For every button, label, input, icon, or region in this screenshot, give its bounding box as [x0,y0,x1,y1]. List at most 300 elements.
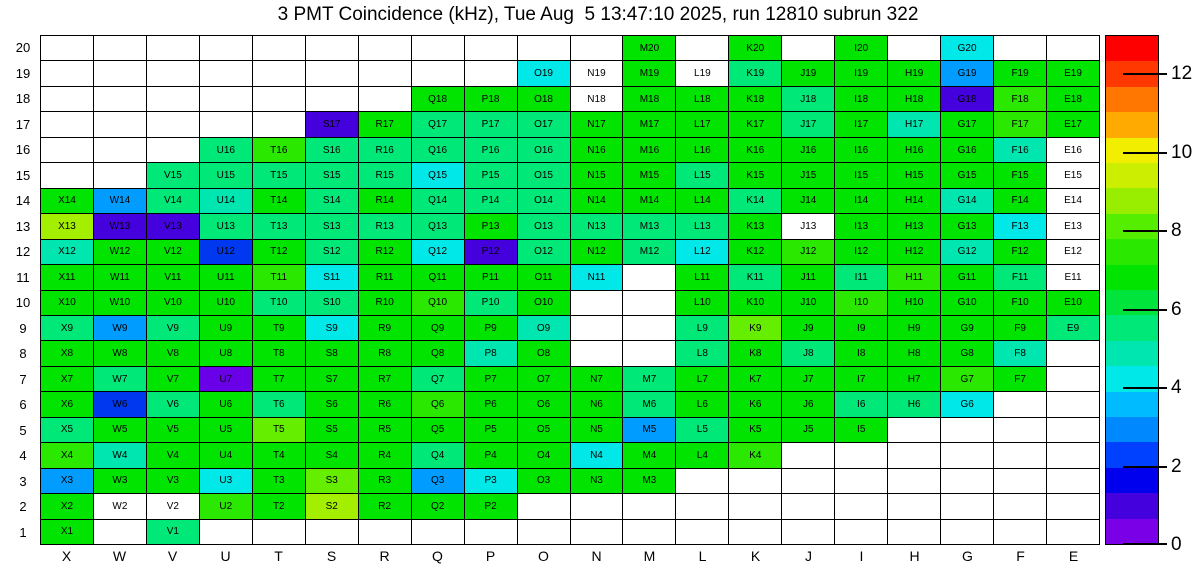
heatmap-cell-L14: L14 [676,189,728,213]
heatmap-cell-F7: F7 [994,367,1046,391]
heatmap-cell-S17: S17 [306,112,358,136]
heatmap-cell-G13: G13 [941,214,993,238]
colorbar-band-12 [1106,214,1158,239]
heatmap-cell-Q11: Q11 [412,265,464,289]
heatmap-cell-X16 [41,138,93,162]
heatmap-cell-P10: P10 [465,291,517,315]
heatmap-cell-Q9: Q9 [412,316,464,340]
x-axis-label-U: U [220,548,231,564]
heatmap-cell-T19 [253,61,305,85]
heatmap-cell-G15: G15 [941,163,993,187]
heatmap-cell-E5 [1047,418,1099,442]
heatmap-cell-S19 [306,61,358,85]
heatmap-cell-I1 [835,520,887,544]
colorbar-band-9 [1106,290,1158,315]
heatmap-cell-H9: H9 [888,316,940,340]
heatmap-cell-R5: R5 [359,418,411,442]
colorbar-band-14 [1106,163,1158,188]
heatmap-cell-J17: J17 [782,112,834,136]
colorbar-band-7 [1106,341,1158,366]
y-axis-label-6: 6 [19,397,27,413]
heatmap-cell-P14: P14 [465,189,517,213]
heatmap-cell-R3: R3 [359,469,411,493]
heatmap-cell-O7: O7 [518,367,570,391]
heatmap-cell-R17: R17 [359,112,411,136]
heatmap-cell-X9: X9 [41,316,93,340]
heatmap-cell-W15 [94,163,146,187]
y-axis-label-19: 19 [15,65,31,81]
heatmap-cell-W9: W9 [94,316,146,340]
heatmap-cell-N5: N5 [571,418,623,442]
heatmap-cell-Q16: Q16 [412,138,464,162]
heatmap-cell-V12: V12 [147,240,199,264]
heatmap-cell-P3: P3 [465,469,517,493]
heatmap-cell-F13: F13 [994,214,1046,238]
heatmap-cell-M9 [623,316,675,340]
heatmap-cell-V15: V15 [147,163,199,187]
heatmap-cell-V4: V4 [147,443,199,467]
heatmap-cell-T12: T12 [253,240,305,264]
x-axis-label-L: L [698,548,707,564]
heatmap-cell-J1 [782,520,834,544]
y-axis-label-8: 8 [19,346,27,362]
heatmap-cell-I8: I8 [835,341,887,365]
heatmap-cell-I10: I10 [835,291,887,315]
y-axis-label-20: 20 [15,40,31,56]
heatmap-cell-K19: K19 [729,61,781,85]
heatmap-cell-E8 [1047,341,1099,365]
heatmap-cell-T15: T15 [253,163,305,187]
heatmap-cell-V17 [147,112,199,136]
heatmap-cell-M3: M3 [623,469,675,493]
heatmap-cell-K18: K18 [729,87,781,111]
heatmap-cell-K1 [729,520,781,544]
heatmap-cell-E19: E19 [1047,61,1099,85]
heatmap-cell-M6: M6 [623,392,675,416]
heatmap-cell-V16 [147,138,199,162]
heatmap-cell-X7: X7 [41,367,93,391]
heatmap-cell-X4: X4 [41,443,93,467]
heatmap-cell-F14: F14 [994,189,1046,213]
heatmap-cell-J14: J14 [782,189,834,213]
y-axis-label-12: 12 [15,244,31,260]
heatmap-cell-L9: L9 [676,316,728,340]
heatmap-cell-F15: F15 [994,163,1046,187]
heatmap-cell-R13: R13 [359,214,411,238]
heatmap-cell-S14: S14 [306,189,358,213]
heatmap-cell-I9: I9 [835,316,887,340]
heatmap-cell-I11: I11 [835,265,887,289]
heatmap-cell-W13: W13 [94,214,146,238]
heatmap-cell-O8: O8 [518,341,570,365]
heatmap-cell-K8: K8 [729,341,781,365]
heatmap-cell-X12: X12 [41,240,93,264]
heatmap-cell-P11: P11 [465,265,517,289]
heatmap-cell-I13: I13 [835,214,887,238]
y-axis-label-10: 10 [15,295,31,311]
heatmap-cell-K2 [729,494,781,518]
heatmap-cell-W12: W12 [94,240,146,264]
heatmap-cell-M10 [623,291,675,315]
heatmap-cell-W6: W6 [94,392,146,416]
heatmap-cell-I18: I18 [835,87,887,111]
heatmap-cell-F19: F19 [994,61,1046,85]
heatmap-cell-X15 [41,163,93,187]
heatmap-cell-R4: R4 [359,443,411,467]
heatmap-cell-J11: J11 [782,265,834,289]
heatmap-cell-T5: T5 [253,418,305,442]
heatmap-cell-O6: O6 [518,392,570,416]
heatmap-cell-L20 [676,36,728,60]
heatmap-cell-Q8: Q8 [412,341,464,365]
heatmap-cell-R7: R7 [359,367,411,391]
heatmap-cell-X10: X10 [41,291,93,315]
heatmap-cell-I6: I6 [835,392,887,416]
heatmap-cell-G3 [941,469,993,493]
heatmap-cell-K9: K9 [729,316,781,340]
heatmap-cell-Q15: Q15 [412,163,464,187]
heatmap-cell-F6 [994,392,1046,416]
colorbar-band-13 [1106,188,1158,213]
heatmap-cell-G14: G14 [941,189,993,213]
heatmap-cell-V7: V7 [147,367,199,391]
heatmap-cell-R10: R10 [359,291,411,315]
heatmap-cell-R9: R9 [359,316,411,340]
heatmap-cell-N13: N13 [571,214,623,238]
heatmap-cell-P19 [465,61,517,85]
colorbar-tick-label-2: 2 [1171,455,1182,477]
heatmap-cell-N4: N4 [571,443,623,467]
heatmap-cell-S10: S10 [306,291,358,315]
heatmap-cell-L3 [676,469,728,493]
heatmap-cell-O1 [518,520,570,544]
y-axis-label-1: 1 [19,524,27,540]
heatmap-cell-G4 [941,443,993,467]
heatmap-cell-G10: G10 [941,291,993,315]
heatmap-cell-M19: M19 [623,61,675,85]
heatmap-cell-H15: H15 [888,163,940,187]
y-axis-label-9: 9 [19,320,27,336]
colorbar-band-19 [1106,36,1158,61]
heatmap-cell-H2 [888,494,940,518]
heatmap-cell-I5: I5 [835,418,887,442]
heatmap-cell-F8: F8 [994,341,1046,365]
heatmap-cell-Q7: Q7 [412,367,464,391]
heatmap-cell-U19 [200,61,252,85]
y-axis-label-13: 13 [15,218,31,234]
heatmap-cell-G1 [941,520,993,544]
heatmap-cell-O4: O4 [518,443,570,467]
heatmap-cell-E13: E13 [1047,214,1099,238]
heatmap-cell-T6: T6 [253,392,305,416]
heatmap-cell-N18: N18 [571,87,623,111]
heatmap-cell-V5: V5 [147,418,199,442]
x-axis-label-V: V [167,548,178,564]
heatmap-cell-N20 [571,36,623,60]
heatmap-cell-S8: S8 [306,341,358,365]
heatmap-cell-S16: S16 [306,138,358,162]
heatmap-cell-O20 [518,36,570,60]
heatmap-cell-L19: L19 [676,61,728,85]
heatmap-cell-H12: H12 [888,240,940,264]
heatmap-cell-P18: P18 [465,87,517,111]
heatmap-cell-J10: J10 [782,291,834,315]
colorbar-tick-label-8: 8 [1171,220,1182,242]
heatmap-cell-J19: J19 [782,61,834,85]
heatmap-cell-U16: U16 [200,138,252,162]
colorbar-tick-label-6: 6 [1171,298,1182,320]
heatmap-cell-V19 [147,61,199,85]
heatmap-cell-T18 [253,87,305,111]
heatmap-cell-S5: S5 [306,418,358,442]
heatmap-cell-Q13: Q13 [412,214,464,238]
y-axis-label-11: 11 [16,269,30,285]
heatmap-cell-O5: O5 [518,418,570,442]
heatmap-cell-S15: S15 [306,163,358,187]
heatmap-cell-K4: K4 [729,443,781,467]
heatmap-cell-N10 [571,291,623,315]
heatmap-cell-Q19 [412,61,464,85]
heatmap-cell-K10: K10 [729,291,781,315]
heatmap-cell-P13: P13 [465,214,517,238]
heatmap-cell-P6: P6 [465,392,517,416]
heatmap-cell-Q6: Q6 [412,392,464,416]
heatmap-cell-G5 [941,418,993,442]
heatmap-cell-F9: F9 [994,316,1046,340]
heatmap-cell-P15: P15 [465,163,517,187]
heatmap-cell-U17 [200,112,252,136]
heatmap-cell-T10: T10 [253,291,305,315]
heatmap-cell-W5: W5 [94,418,146,442]
colorbar-band-5 [1106,392,1158,417]
heatmap-cell-P16: P16 [465,138,517,162]
colorbar-band-10 [1106,265,1158,290]
heatmap-cell-O16: O16 [518,138,570,162]
heatmap-cell-W20 [94,36,146,60]
heatmap-cell-U7: U7 [200,367,252,391]
heatmap-cell-R20 [359,36,411,60]
heatmap-cell-E11: E11 [1047,265,1099,289]
heatmap-cell-R16: R16 [359,138,411,162]
heatmap-cell-J12: J12 [782,240,834,264]
heatmap-cell-W16 [94,138,146,162]
heatmap-cell-N7: N7 [571,367,623,391]
heatmap-cell-W7: W7 [94,367,146,391]
heatmap-cell-S3: S3 [306,469,358,493]
heatmap-cell-E3 [1047,469,1099,493]
colorbar-band-0 [1106,519,1158,544]
heatmap-cell-O17: O17 [518,112,570,136]
heatmap-cell-F1 [994,520,1046,544]
heatmap-cell-W8: W8 [94,341,146,365]
heatmap-cell-X6: X6 [41,392,93,416]
heatmap-cell-V13: V13 [147,214,199,238]
heatmap-cell-V11: V11 [147,265,199,289]
heatmap-cell-U12: U12 [200,240,252,264]
y-axis-label-3: 3 [19,473,27,489]
heatmap-cell-H16: H16 [888,138,940,162]
x-axis-label-P: P [485,548,496,564]
heatmap-cell-T13: T13 [253,214,305,238]
heatmap-cell-X1: X1 [41,520,93,544]
x-axis-label-K: K [750,548,761,564]
colorbar-band-3 [1106,442,1158,467]
heatmap-cell-V8: V8 [147,341,199,365]
heatmap-cell-S20 [306,36,358,60]
heatmap-cell-R19 [359,61,411,85]
heatmap-cell-U15: U15 [200,163,252,187]
heatmap-cell-X20 [41,36,93,60]
heatmap-cell-J13: J13 [782,214,834,238]
heatmap-cell-L5: L5 [676,418,728,442]
colorbar-band-4 [1106,417,1158,442]
heatmap-cell-G16: G16 [941,138,993,162]
heatmap-cell-F5 [994,418,1046,442]
heatmap-cell-W17 [94,112,146,136]
heatmap-cell-O10: O10 [518,291,570,315]
heatmap-cell-I16: I16 [835,138,887,162]
heatmap-cell-N14: N14 [571,189,623,213]
heatmap-cell-W14: W14 [94,189,146,213]
heatmap-cell-L16: L16 [676,138,728,162]
heatmap-cell-R6: R6 [359,392,411,416]
heatmap-cell-Q1 [412,520,464,544]
heatmap-cell-X18 [41,87,93,111]
heatmap-cell-X13: X13 [41,214,93,238]
heatmap-cell-U11: U11 [200,265,252,289]
heatmap-cell-V14: V14 [147,189,199,213]
heatmap-cell-M18: M18 [623,87,675,111]
x-axis-labels [40,548,1100,566]
x-axis-label-R: R [379,548,390,564]
heatmap-cell-H8: H8 [888,341,940,365]
x-axis-label-G: G [962,548,973,564]
heatmap-cell-X14: X14 [41,189,93,213]
heatmap-cell-H19: H19 [888,61,940,85]
heatmap-cell-N9 [571,316,623,340]
heatmap-cell-T8: T8 [253,341,305,365]
x-axis-label-H: H [909,548,920,564]
heatmap-cell-J4 [782,443,834,467]
heatmap-cell-M13: M13 [623,214,675,238]
heatmap-cell-F16: F16 [994,138,1046,162]
heatmap-cell-F10: F10 [994,291,1046,315]
heatmap-cell-J20 [782,36,834,60]
heatmap-cell-Q17: Q17 [412,112,464,136]
y-axis-label-15: 15 [15,167,31,183]
heatmap-cell-P20 [465,36,517,60]
heatmap-cell-R15: R15 [359,163,411,187]
y-axis-label-16: 16 [15,142,31,158]
heatmap-cell-U10: U10 [200,291,252,315]
heatmap-cell-Q10: Q10 [412,291,464,315]
colorbar [1105,35,1159,545]
heatmap-cell-M11 [623,265,675,289]
heatmap-cell-N2 [571,494,623,518]
heatmap-cell-P5: P5 [465,418,517,442]
heatmap-cell-K14: K14 [729,189,781,213]
heatmap-cell-J16: J16 [782,138,834,162]
heatmap-cell-L7: L7 [676,367,728,391]
heatmap-cell-F2 [994,494,1046,518]
heatmap-cell-O12: O12 [518,240,570,264]
heatmap-cell-G17: G17 [941,112,993,136]
heatmap-cell-P1 [465,520,517,544]
heatmap-cell-O9: O9 [518,316,570,340]
heatmap-cell-V3: V3 [147,469,199,493]
x-axis-label-I: I [859,548,864,564]
heatmap-cell-M16: M16 [623,138,675,162]
heatmap-cell-I17: I17 [835,112,887,136]
x-axis-label-M: M [643,548,656,564]
x-axis-label-X: X [61,548,72,564]
heatmap-grid [40,35,1100,545]
heatmap-cell-G2 [941,494,993,518]
heatmap-cell-J2 [782,494,834,518]
heatmap-cell-S18 [306,87,358,111]
colorbar-band-6 [1106,366,1158,391]
heatmap-cell-V18 [147,87,199,111]
heatmap-cell-F12: F12 [994,240,1046,264]
heatmap-cell-S2: S2 [306,494,358,518]
heatmap-cell-X11: X11 [41,265,93,289]
colorbar-band-1 [1106,493,1158,518]
heatmap-cell-K7: K7 [729,367,781,391]
colorbar-band-17 [1106,87,1158,112]
heatmap-cell-S11: S11 [306,265,358,289]
heatmap-cell-T9: T9 [253,316,305,340]
heatmap-cell-O18: O18 [518,87,570,111]
heatmap-cell-K13: K13 [729,214,781,238]
heatmap-cell-J7: J7 [782,367,834,391]
heatmap-cell-O19: O19 [518,61,570,85]
heatmap-cell-K3 [729,469,781,493]
heatmap-cell-U9: U9 [200,316,252,340]
heatmap-cell-G19: G19 [941,61,993,85]
heatmap-cell-J15: J15 [782,163,834,187]
heatmap-cell-U4: U4 [200,443,252,467]
heatmap-cell-O15: O15 [518,163,570,187]
heatmap-cell-M15: M15 [623,163,675,187]
heatmap-cell-M12: M12 [623,240,675,264]
heatmap-cell-V1: V1 [147,520,199,544]
heatmap-cell-L8: L8 [676,341,728,365]
heatmap-cell-W2: W2 [94,494,146,518]
heatmap-cell-H11: H11 [888,265,940,289]
heatmap-cell-E10: E10 [1047,291,1099,315]
heatmap-cell-H20 [888,36,940,60]
heatmap-cell-R8: R8 [359,341,411,365]
heatmap-cell-E9: E9 [1047,316,1099,340]
heatmap-cell-I2 [835,494,887,518]
x-axis-label-Q: Q [432,548,443,564]
colorbar-tick-label-12: 12 [1171,63,1193,85]
heatmap-cell-F20 [994,36,1046,60]
heatmap-cell-U2: U2 [200,494,252,518]
heatmap-cell-T11: T11 [253,265,305,289]
heatmap-cell-X2: X2 [41,494,93,518]
heatmap-cell-T16: T16 [253,138,305,162]
x-axis-label-S: S [326,548,337,564]
heatmap-cell-S7: S7 [306,367,358,391]
colorbar-band-8 [1106,315,1158,340]
heatmap-cell-H17: H17 [888,112,940,136]
heatmap-cell-I12: I12 [835,240,887,264]
heatmap-cell-F3 [994,469,1046,493]
heatmap-cell-N11: N11 [571,265,623,289]
heatmap-cell-L15: L15 [676,163,728,187]
heatmap-cell-E1 [1047,520,1099,544]
